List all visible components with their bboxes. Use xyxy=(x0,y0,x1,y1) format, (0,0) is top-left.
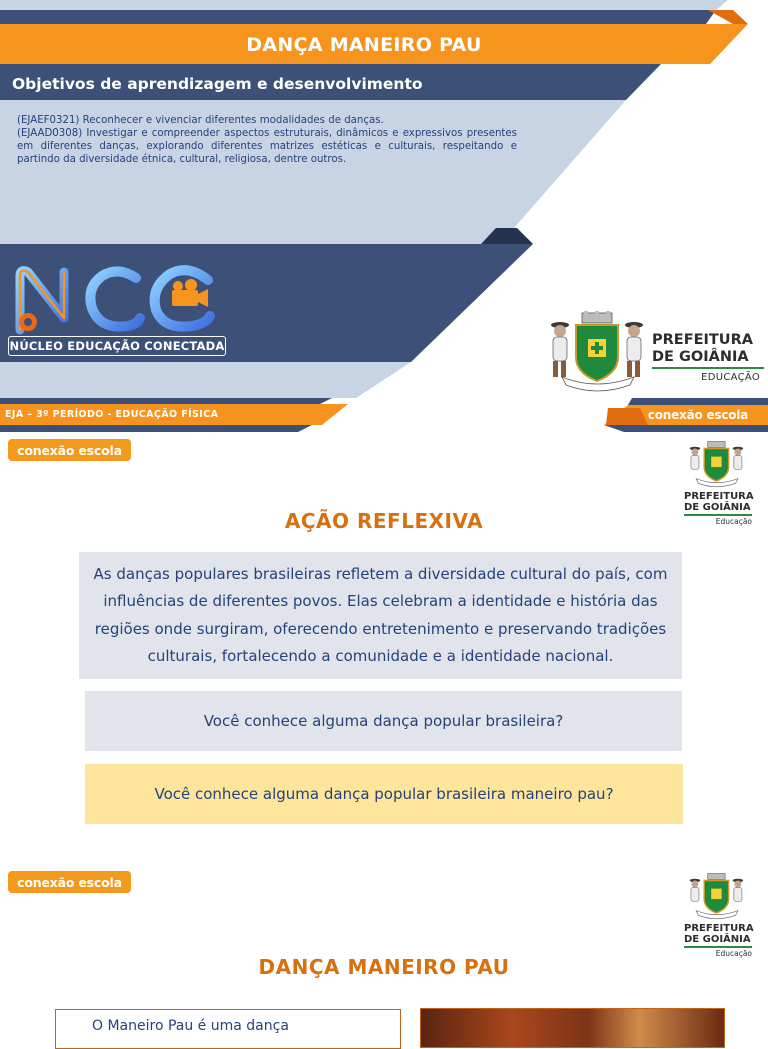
goiania-seal-icon xyxy=(688,438,746,488)
prefeitura-line3: Educação xyxy=(715,949,752,958)
nec-logo-caption: NÚCLEO EDUCAÇÃO CONECTADA xyxy=(8,336,226,356)
objectives-text xyxy=(17,114,517,166)
objectives-heading: Objetivos de aprendizagem e desenvolvimento xyxy=(12,75,423,93)
prefeitura-line2: DE GOIÂNIA xyxy=(652,349,749,365)
goiania-seal-icon xyxy=(688,870,746,920)
slide-title: DANÇA MANEIRO PAU xyxy=(246,34,482,56)
dance-photo xyxy=(420,1008,725,1048)
reflection-text: As danças populares brasileiras refletem a diversidade cultural do país, com influências de diferentes povos. Elas celebram a identidade e história das regiões onde surgiram, oferecendo entretenimento e preservando tradições culturais, fortalecendo a comunidade e a identidade nacional. xyxy=(93,564,668,665)
question-text: Você conhece alguma dança popular brasileira? xyxy=(203,712,564,730)
conexao-escola-logo xyxy=(8,439,131,461)
objective-item: (EJAEF0321) Reconhecer e vivenciar diferentes modalidades de danças. xyxy=(17,115,384,126)
prefeitura-divider xyxy=(684,946,752,948)
description-text: O Maneiro Pau é uma dança xyxy=(92,1018,289,1034)
conexao-escola-logo-text: conexão escola xyxy=(647,408,749,422)
prefeitura-line3: EDUCAÇÃO xyxy=(701,372,760,383)
section-heading: DANÇA MANEIRO PAU xyxy=(258,955,510,979)
prefeitura-line3: Educação xyxy=(715,517,752,526)
prefeitura-line1: PREFEITURA xyxy=(684,923,754,934)
prefeitura-logo-text xyxy=(652,332,768,383)
prefeitura-line2: DE GOIÂNIA xyxy=(684,934,751,945)
conexao-escola-footer-logo xyxy=(638,405,758,425)
prefeitura-line1: PREFEITURA xyxy=(684,491,754,502)
reflection-text-box xyxy=(79,552,682,679)
nec-logo-icon xyxy=(12,262,232,336)
footer-course-label: EJA – 3º PERÍODO - EDUCAÇÃO FÍSICA xyxy=(5,408,219,420)
title-slide xyxy=(0,0,768,432)
prefeitura-logo-text xyxy=(684,923,756,958)
prefeitura-line2: DE GOIÂNIA xyxy=(684,502,751,513)
description-card xyxy=(55,1009,401,1049)
question-box-highlight xyxy=(85,764,683,824)
question-box xyxy=(85,691,682,751)
film-camera-icon xyxy=(172,279,208,307)
goiania-seal-icon xyxy=(548,311,648,389)
objective-item: (EJAAD0308) Investigar e compreender aspectos estruturais, dinâmicos e expressivos presentes em diferentes danças, explorando diferentes matrizes estéticas e culturais, respeitando e partindo da diversidade étnica, cultural, religiosa, dentre outros. xyxy=(17,128,517,165)
conexao-escola-logo-text: conexão escola xyxy=(17,442,122,458)
conexao-escola-logo-text: conexão escola xyxy=(17,874,122,890)
prefeitura-line1: PREFEITURA xyxy=(652,332,753,348)
conexao-escola-logo xyxy=(8,871,131,893)
section-heading: AÇÃO REFLEXIVA xyxy=(284,509,484,533)
question-text: Você conhece alguma dança popular brasileira maneiro pau? xyxy=(154,785,614,803)
prefeitura-divider xyxy=(652,367,764,369)
